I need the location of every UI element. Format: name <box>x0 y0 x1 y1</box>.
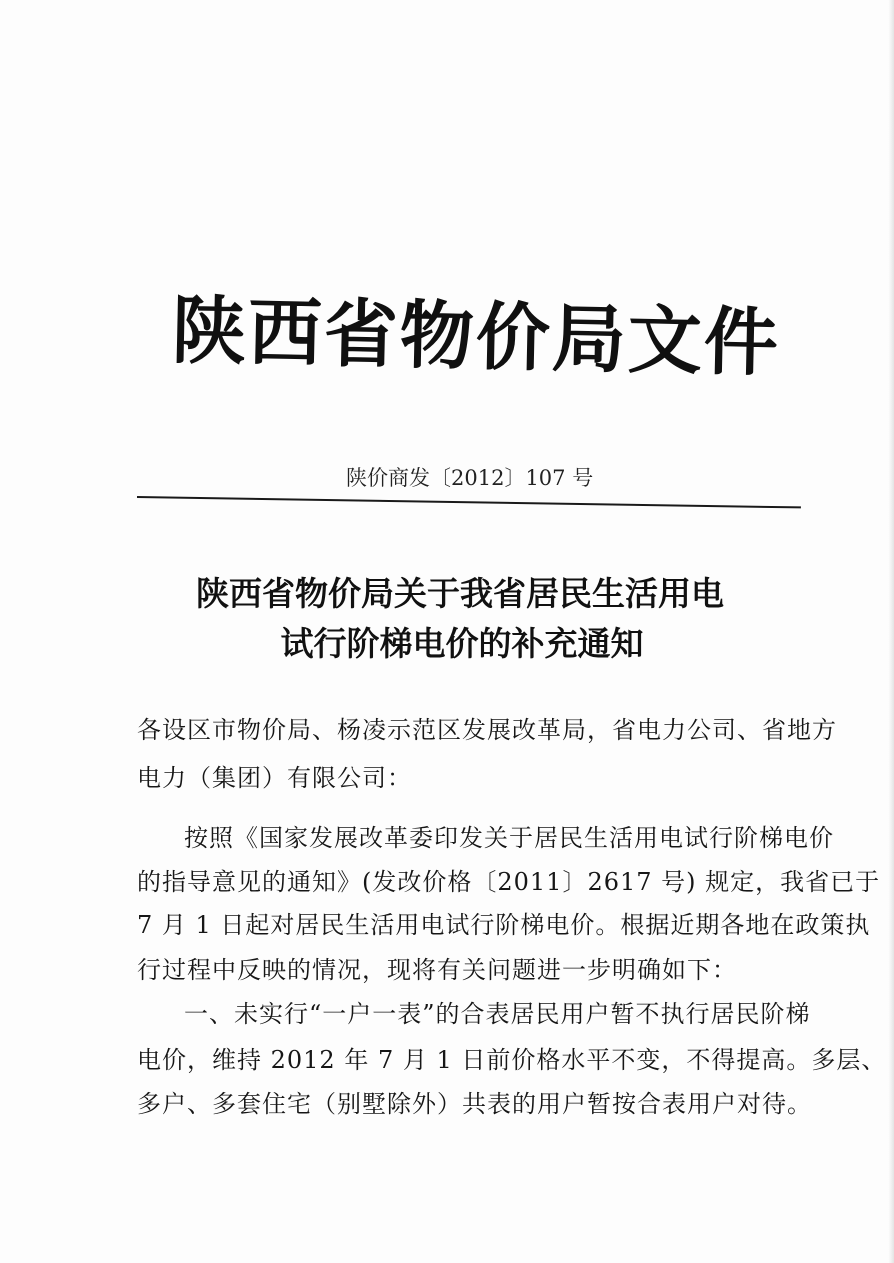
header-divider-line <box>137 496 801 508</box>
document-header-title: 陕西省物价局文件 <box>170 288 781 387</box>
body-line-addressees-cont: 电力（集团）有限公司： <box>137 764 412 792</box>
notice-title-line-2: 试行阶梯电价的补充通知 <box>280 624 644 663</box>
body-line-para1-2: 的指导意见的通知》(发改价格〔2011〕2617 号) 规定，我省已于 <box>137 868 881 896</box>
notice-title-line-1: 陕西省物价局关于我省居民生活用电 <box>196 574 724 613</box>
body-line-para1-1: 按照《国家发展改革委印发关于居民生活用电试行阶梯电价 <box>184 824 834 852</box>
body-line-item1-2: 电价，维持 2012 年 7 月 1 日前价格水平不变，不得提高。多层、 <box>137 1046 887 1074</box>
body-line-para1-3: 7 月 1 日起对居民生活用电试行阶梯电价。根据近期各地在政策执 <box>137 911 871 939</box>
body-line-addressees: 各设区市物价局、杨凌示范区发展改革局，省电力公司、省地方 <box>137 716 837 744</box>
body-line-item1-1: 一、未实行“一户一表”的合表居民用户暂不执行居民阶梯 <box>184 1000 811 1028</box>
document-number: 陕价商发〔2012〕107 号 <box>346 466 594 490</box>
scan-edge-shadow <box>888 0 894 1263</box>
body-line-para1-4: 行过程中反映的情况，现将有关问题进一步明确如下： <box>137 956 737 984</box>
body-line-item1-3: 多户、多套住宅（别墅除外）共表的用户暂按合表用户对待。 <box>137 1090 812 1118</box>
